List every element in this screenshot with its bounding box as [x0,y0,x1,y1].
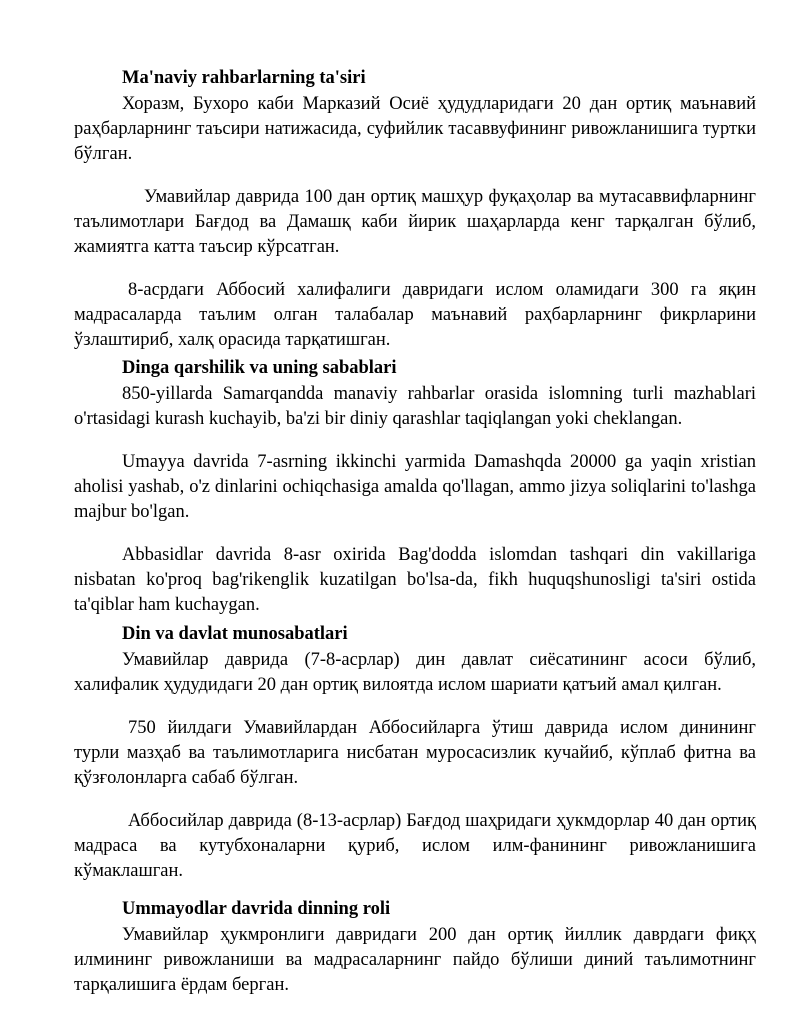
paragraph: Умавийлар даврида (7-8-асрлар) дин давлат сиёсатининг асоси бўлиб, халифалик ҳудудидаги 20 дан ортиқ вилоятда ислом шариати қатъий амал қилган. [74,650,756,695]
section-heading: Dinga qarshilik va uning sabablari [122,358,397,378]
paragraph: 8-асрдаги Аббосий халифалиги давридаги ислом оламидаги 300 га яқин мадрасаларда таълим олган талабалар маънавий раҳбарларнинг фикрларини ўзлаштириб, халқ орасида тарқатишган. [74,280,756,350]
paragraph: Umayya davrida 7-asrning ikkinchi yarmida Damashqda 20000 ga yaqin xristian aholisi yashab, o'z dinlarini ochiqchasiga amalda qo'llagan, ammo jizya soliqlarini to'lashga majbur bo'lgan. [74,452,756,522]
paragraph: 750 йилдаги Умавийлардан Аббосийларга ўтиш даврида ислом динининг турли мазҳаб ва таълимотларига нисбатан муросасизлик кучайиб, кўплаб фитна ва қўзғолонларга сабаб бўлган. [74,718,756,788]
section-religion-and-state [74,622,756,902]
paragraph: 850-yillarda Samarqandda manaviy rahbarlar orasida islomning turli mazhablari o'rtasidagi kurash kuchayib, ba'zi bir diniy qarashlar taqiqlangan yoki cheklangan. [74,384,756,429]
section-spiritual-leaders [74,66,756,371]
section-resistance-to-religion [74,356,756,636]
section-heading: Din va davlat munosabatlari [122,624,348,644]
paragraph: Abbasidlar davrida 8-asr oxirida Bag'dodda islomdan tashqari din vakillariga nisbatan ko'proq bag'rikenglik kuzatilgan bo'lsa-da, fikh huquqshunosligi ta'siri ostida ta'qiblar ham kuchaygan. [74,545,756,615]
paragraph: Хоразм, Бухоро каби Марказий Осиё ҳудудларидаги 20 дан ортиқ маънавий раҳбарларнинг таъсири натижасида, суфийлик тасаввуфининг ривожланишига туртки бўлган. [74,94,756,164]
section-heading: Ummayodlar davrida dinning roli [122,899,391,919]
paragraph: Умавийлар даврида 100 дан ортиқ машҳур фуқаҳолар ва мутасаввифларнинг таълимотлари Бағдод ва Дамашқ каби йирик шаҳарларда кенг тарқалган бўлиб, жамиятга катта таъсир кўрсатган. [74,187,756,257]
section-umayyad-religion-role [74,897,756,1016]
paragraph: Аббосийлар даврида (8-13-асрлар) Бағдод шаҳридаги ҳукмдорлар 40 дан ортиқ мадраса ва кутубхоналарни қуриб, ислом илм-фанининг ривожланишига кўмаклашган. [74,811,756,881]
section-heading: Ma'naviy rahbarlarning ta'siri [122,68,366,88]
paragraph: Умавийлар ҳукмронлиги давридаги 200 дан ортиқ йиллик даврдаги фиқҳ илмининг ривожланиши ва мадрасаларнинг пайдо бўлиши диний таълимотнинг тарқалишига ёрдам берган. [74,925,756,995]
